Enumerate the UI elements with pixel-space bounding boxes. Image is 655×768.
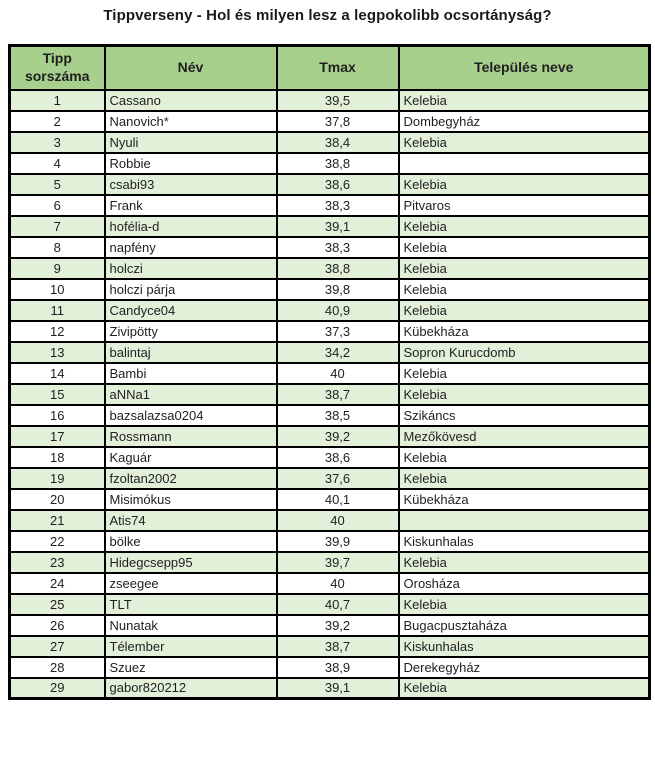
name-cell: Nyuli (105, 132, 277, 153)
table-row (10, 195, 650, 216)
column-header-tipp-sorszama: Tipp sorszáma (10, 46, 105, 90)
tip-number-cell: 27 (10, 636, 105, 657)
name-cell: bölke (105, 531, 277, 552)
tmax-cell: 38,4 (277, 132, 399, 153)
settlement-cell: Dombegyház (399, 111, 650, 132)
table-row (10, 636, 650, 657)
tmax-cell: 37,3 (277, 321, 399, 342)
tip-number-cell: 9 (10, 258, 105, 279)
tip-number-cell: 26 (10, 615, 105, 636)
name-cell: hofélia-d (105, 216, 277, 237)
tmax-cell: 39,2 (277, 615, 399, 636)
table-row (10, 657, 650, 678)
table-row (10, 594, 650, 615)
settlement-cell: Derekegyház (399, 657, 650, 678)
tmax-cell: 38,8 (277, 258, 399, 279)
tmax-cell: 39,2 (277, 426, 399, 447)
tmax-cell: 37,8 (277, 111, 399, 132)
table-header (10, 46, 650, 90)
table-row (10, 468, 650, 489)
table-row (10, 279, 650, 300)
settlement-cell: Kelebia (399, 216, 650, 237)
tip-number-cell: 10 (10, 279, 105, 300)
table-row (10, 132, 650, 153)
settlement-cell: Szikáncs (399, 405, 650, 426)
tip-number-cell: 16 (10, 405, 105, 426)
tip-number-cell: 19 (10, 468, 105, 489)
tip-number-cell: 3 (10, 132, 105, 153)
tmax-cell: 40,7 (277, 594, 399, 615)
settlement-cell: Pitvaros (399, 195, 650, 216)
settlement-cell: Kiskunhalas (399, 531, 650, 552)
name-cell: holczi párja (105, 279, 277, 300)
tmax-cell: 38,6 (277, 447, 399, 468)
table-row (10, 531, 650, 552)
name-cell: Bambi (105, 363, 277, 384)
tmax-cell: 40,9 (277, 300, 399, 321)
tmax-cell: 39,8 (277, 279, 399, 300)
name-cell: Rossmann (105, 426, 277, 447)
tmax-cell: 39,7 (277, 552, 399, 573)
name-cell: gabor820212 (105, 678, 277, 699)
page-title: Tippverseny - Hol és milyen lesz a legpokolibb ocsortányság? (103, 7, 552, 24)
tip-number-cell: 7 (10, 216, 105, 237)
settlement-cell: Kelebia (399, 678, 650, 699)
name-cell: Robbie (105, 153, 277, 174)
tmax-cell: 39,1 (277, 678, 399, 699)
tip-number-cell: 2 (10, 111, 105, 132)
name-cell: Zivipötty (105, 321, 277, 342)
tip-number-cell: 12 (10, 321, 105, 342)
table-row (10, 237, 650, 258)
name-cell: aNNa1 (105, 384, 277, 405)
tip-number-cell: 21 (10, 510, 105, 531)
table-row (10, 300, 650, 321)
table-body (10, 90, 650, 699)
tmax-cell: 34,2 (277, 342, 399, 363)
table-row (10, 615, 650, 636)
tip-number-cell: 24 (10, 573, 105, 594)
tip-number-cell: 29 (10, 678, 105, 699)
tip-number-cell: 28 (10, 657, 105, 678)
name-cell: TLT (105, 594, 277, 615)
table-row (10, 174, 650, 195)
name-cell: Atis74 (105, 510, 277, 531)
settlement-cell (399, 510, 650, 531)
settlement-cell: Kiskunhalas (399, 636, 650, 657)
tips-table (8, 44, 651, 700)
settlement-cell (399, 153, 650, 174)
settlement-cell: Kelebia (399, 468, 650, 489)
tip-number-cell: 15 (10, 384, 105, 405)
name-cell: Cassano (105, 90, 277, 111)
name-cell: zseegee (105, 573, 277, 594)
name-cell: Hidegcsepp95 (105, 552, 277, 573)
settlement-cell: Kübekháza (399, 321, 650, 342)
settlement-cell: Kelebia (399, 237, 650, 258)
table-row (10, 258, 650, 279)
tmax-cell: 38,3 (277, 195, 399, 216)
tip-number-cell: 23 (10, 552, 105, 573)
settlement-cell: Kelebia (399, 174, 650, 195)
name-cell: Kaguár (105, 447, 277, 468)
tip-number-cell: 8 (10, 237, 105, 258)
settlement-cell: Kelebia (399, 279, 650, 300)
settlement-cell: Kelebia (399, 258, 650, 279)
settlement-cell: Bugacpusztaháza (399, 615, 650, 636)
name-cell: bazsalazsa0204 (105, 405, 277, 426)
table-row (10, 510, 650, 531)
tmax-cell: 38,8 (277, 153, 399, 174)
name-cell: fzoltan2002 (105, 468, 277, 489)
settlement-cell: Kelebia (399, 90, 650, 111)
settlement-cell: Kelebia (399, 447, 650, 468)
tmax-cell: 37,6 (277, 468, 399, 489)
tmax-cell: 40 (277, 510, 399, 531)
settlement-cell: Mezőkövesd (399, 426, 650, 447)
tmax-cell: 40,1 (277, 489, 399, 510)
table-row (10, 111, 650, 132)
tip-number-cell: 1 (10, 90, 105, 111)
name-cell: holczi (105, 258, 277, 279)
tip-number-cell: 25 (10, 594, 105, 615)
tmax-cell: 40 (277, 363, 399, 384)
settlement-cell: Sopron Kurucdomb (399, 342, 650, 363)
tmax-cell: 39,1 (277, 216, 399, 237)
table-row (10, 573, 650, 594)
column-header-telepules-neve: Település neve (399, 46, 650, 90)
table-row (10, 678, 650, 699)
table-row (10, 90, 650, 111)
table-row (10, 447, 650, 468)
table-row (10, 405, 650, 426)
name-cell: balintaj (105, 342, 277, 363)
tmax-cell: 39,5 (277, 90, 399, 111)
tip-number-cell: 13 (10, 342, 105, 363)
settlement-cell: Kelebia (399, 132, 650, 153)
table-row (10, 552, 650, 573)
name-cell: Szuez (105, 657, 277, 678)
tmax-cell: 40 (277, 573, 399, 594)
settlement-cell: Kelebia (399, 384, 650, 405)
table-row (10, 489, 650, 510)
tip-number-cell: 11 (10, 300, 105, 321)
table-row (10, 363, 650, 384)
settlement-cell: Kübekháza (399, 489, 650, 510)
tmax-cell: 38,3 (277, 237, 399, 258)
tmax-cell: 39,9 (277, 531, 399, 552)
tmax-cell: 38,6 (277, 174, 399, 195)
table-row (10, 216, 650, 237)
name-cell: csabi93 (105, 174, 277, 195)
table-row (10, 384, 650, 405)
tmax-cell: 38,9 (277, 657, 399, 678)
table-row (10, 426, 650, 447)
tip-number-cell: 20 (10, 489, 105, 510)
settlement-cell: Kelebia (399, 552, 650, 573)
settlement-cell: Kelebia (399, 594, 650, 615)
table-row (10, 321, 650, 342)
settlement-cell: Kelebia (399, 300, 650, 321)
name-cell: napfény (105, 237, 277, 258)
name-cell: Candyce04 (105, 300, 277, 321)
column-header-tmax: Tmax (277, 46, 399, 90)
name-cell: Nanovich* (105, 111, 277, 132)
tmax-cell: 38,5 (277, 405, 399, 426)
tip-number-cell: 18 (10, 447, 105, 468)
tip-number-cell: 5 (10, 174, 105, 195)
tip-number-cell: 4 (10, 153, 105, 174)
tip-number-cell: 17 (10, 426, 105, 447)
tmax-cell: 38,7 (277, 636, 399, 657)
settlement-cell: Kelebia (399, 363, 650, 384)
settlement-cell: Orosháza (399, 573, 650, 594)
name-cell: Télember (105, 636, 277, 657)
column-header-nev: Név (105, 46, 277, 90)
name-cell: Frank (105, 195, 277, 216)
tip-number-cell: 22 (10, 531, 105, 552)
table-row (10, 342, 650, 363)
tmax-cell: 38,7 (277, 384, 399, 405)
name-cell: Nunatak (105, 615, 277, 636)
tip-number-cell: 6 (10, 195, 105, 216)
name-cell: Misimókus (105, 489, 277, 510)
table-row (10, 153, 650, 174)
tip-number-cell: 14 (10, 363, 105, 384)
